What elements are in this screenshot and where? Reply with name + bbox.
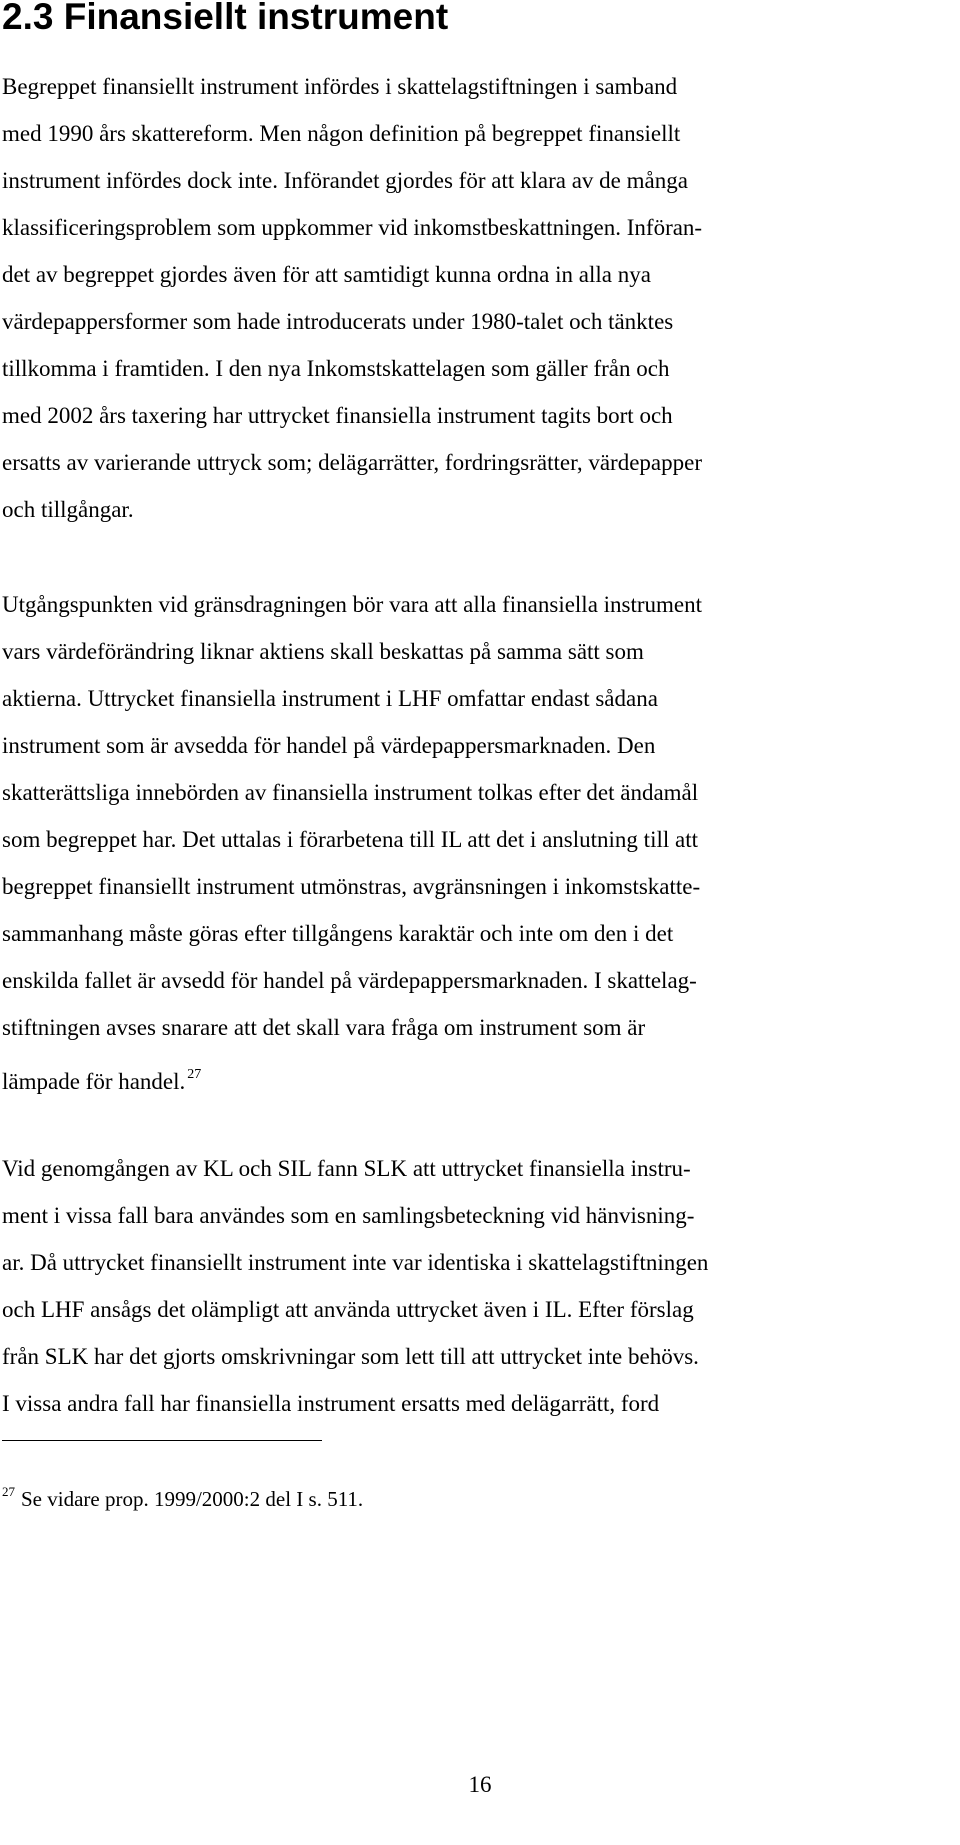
paragraph-line: med 1990 års skattereform. Men någon definition på begreppet finansiellt — [2, 121, 681, 146]
paragraph-line: ersatts av varierande uttryck som; delägarrätter, fordringsrätter, värdepapper — [2, 450, 702, 475]
paragraph-line: ar. Då uttrycket finansiellt instrument inte var identiska i skattelagstiftningen — [2, 1250, 709, 1275]
paragraph-line: instrument infördes dock inte. Införandet gjordes för att klara av de många — [2, 168, 688, 193]
footnote-reference: 27 — [187, 1067, 202, 1082]
paragraph-2 — [2, 581, 956, 1105]
paragraph-line: ment i vissa fall bara användes som en samlingsbeteckning vid hänvisning- — [2, 1203, 695, 1228]
paragraph-line: I vissa andra fall har finansiella instrument ersatts med delägarrätt, ford — [2, 1391, 660, 1416]
paragraph-line: vars värdeförändring liknar aktiens skall beskattas på samma sätt som — [2, 639, 644, 664]
paragraph-line: sammanhang måste göras efter tillgångens karaktär och inte om den i det — [2, 921, 674, 946]
paragraph-line: som begreppet har. Det uttalas i förarbetena till IL att det i anslutning till att — [2, 827, 698, 852]
footnote-number: 27 — [2, 1484, 15, 1499]
page-number: 16 — [468, 1772, 492, 1797]
paragraph-line: instrument som är avsedda för handel på värdepappersmarknaden. Den — [2, 733, 656, 758]
paragraph-line: och tillgångar. — [2, 497, 134, 522]
paragraph-line: det av begreppet gjordes även för att samtidigt kunna ordna in alla nya — [2, 262, 651, 287]
paragraph-line: med 2002 års taxering har uttrycket finansiella instrument tagits bort och — [2, 403, 673, 428]
footnote-divider — [2, 1440, 322, 1441]
paragraph-line-text: lämpade för handel. — [2, 1069, 186, 1094]
paragraph-line: värdepappersformer som hade introducerats under 1980-talet och tänktes — [2, 309, 674, 334]
footnote — [2, 1477, 363, 1514]
paragraph-line: enskilda fallet är avsedd för handel på värdepappersmarknaden. I skattelag- — [2, 968, 697, 993]
footnote-text: Se vidare prop. 1999/2000:2 del I s. 511. — [21, 1487, 364, 1511]
section-heading: 2.3 Finansiellt instrument — [2, 0, 449, 37]
paragraph-line: tillkomma i framtiden. I den nya Inkomstskattelagen som gäller från och — [2, 356, 670, 381]
paragraph-line: Begreppet finansiellt instrument infördes i skattelagstiftningen i samband — [2, 74, 678, 99]
paragraph-line: aktierna. Uttrycket finansiella instrument i LHF omfattar endast sådana — [2, 686, 658, 711]
paragraph-3 — [2, 1145, 956, 1427]
paragraph-line: klassificeringsproblem som uppkommer vid inkomstbeskattningen. Införan- — [2, 215, 703, 240]
paragraph-line: Vid genomgången av KL och SIL fann SLK att uttrycket finansiella instru- — [2, 1156, 691, 1181]
paragraph-line — [2, 1051, 956, 1105]
paragraph-line: stiftningen avses snarare att det skall vara fråga om instrument som är — [2, 1015, 646, 1040]
paragraph-line: Utgångspunkten vid gränsdragningen bör vara att alla finansiella instrument — [2, 592, 703, 617]
paragraph-1 — [2, 63, 956, 533]
paragraph-line: från SLK har det gjorts omskrivningar som lett till att uttrycket inte behövs. — [2, 1344, 699, 1369]
paragraph-line: skatterättsliga innebörden av finansiella instrument tolkas efter det ändamål — [2, 780, 699, 805]
paragraph-line: begreppet finansiellt instrument utmönstras, avgränsningen i inkomstskatte- — [2, 874, 701, 899]
paragraph-line: och LHF ansågs det olämpligt att använda uttrycket även i IL. Efter förslag — [2, 1297, 694, 1322]
